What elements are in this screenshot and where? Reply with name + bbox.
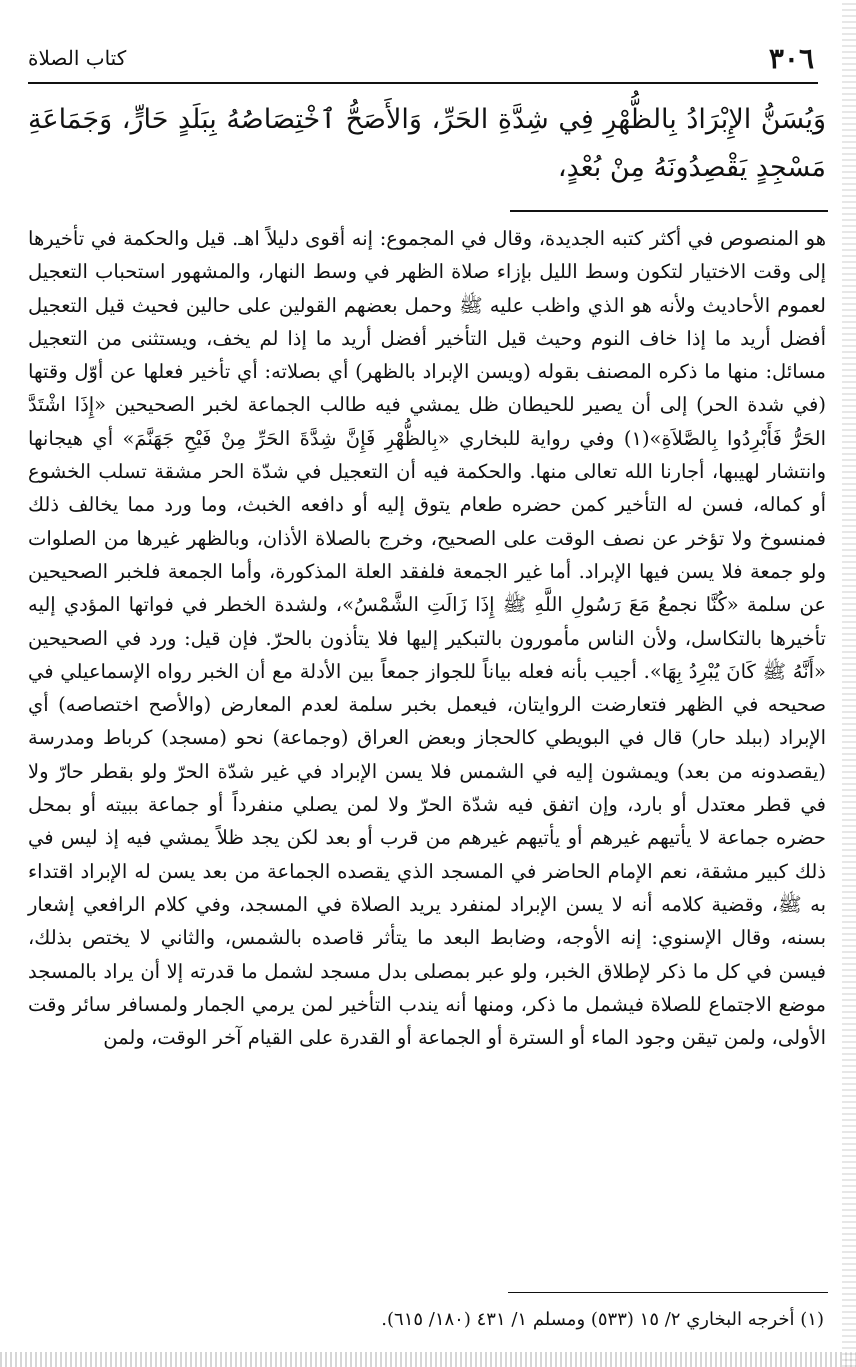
commentary-paragraph: والحكمة فيه أن التعجيل في شدّة الحر مشقة تسلب الخشوع أو كماله، فسن له التأخير كمن حضره طعام يتوق إليه أو دافعه الخبث، وما ورد مما يخالف ذلك فمنسوخ ولا تؤخر عن نصف الوقت على الصحيح، وخرج بالصلاة الأذان، وبالظهر غيرها من الصلوات ولو جمعة فلا يسن فيها الإبراد. أما غير الجمعة فلفقد العلة المذكورة، وأما الجمعة فلخبر الصحيحين عن سلمة «كُنَّا نجمعُ مَعَ رَسُولِ اللَّهِ ﷺ إِذَا زَالَتِ الشَّمْسُ»، ولشدة الخطر في فواتها المؤدي إليه تأخيرها بالتكاسل، ولأن الناس مأمورون بالتبكير إليها فلا يتأذون بالحرّ. فإن قيل: ورد في الصحيحين «أَنَّهُ ﷺ كَانَ يُبْرِدُ بِهَا». أجيب بأنه فعله بياناً للجواز جمعاً بين الأدلة مع أن الخبر رواه الإسماعيلي في صحيحه في الظهر فتعارضت الروايتان، فيعمل بخبر سلمة لعدم المعارض [28, 460, 827, 717]
footnote: (١) أخرجه البخاري ٢/ ١٥ (٥٣٣) ومسلم ١/ ٤٣١ (١٨٠/ ٦١٥). [381, 1309, 824, 1330]
header-divider [28, 82, 818, 84]
main-text: وَيُسَنُّ الإِبْرَادُ بِالظُّهْرِ فِي شِدَّةِ الحَرِّ، وَالأَصَحُّ ٱخْتِصَاصُهُ بِبَلَدٍ حَارٍّ، وَجَمَاعَةِ مَسْجِدٍ يَقْصِدُونَهُ مِنْ بُعْدٍ، [28, 104, 826, 183]
commentary-paragraph: هو المنصوص في أكثر كتبه الجديدة، وقال في المجموع: إنه أقوى دليلاً اهـ. قيل والحكمة في تأخيرها إلى وقت الاختيار لتكون وسط الليل بإزاء صلاة الظهر في وسط النهار، والمشهور استحباب التعجيل لعموم الأحاديث ولأنه هو الذي واظب عليه ﷺ وحمل بعضهم القولين على حالين فحيث قيل التعجيل أفضل أريد ما إذا خاف النوم وحيث قيل التأخير أفضل أريد ما إذا لم يخف، ويستثنى من التعجيل مسائل: منها ما ذكره المصنف بقوله (ويسن الإبراد بالظهر) أي بصلاته: أي تأخير فعلها عن أوّل وقتها (في شدة الحر) إلى أن يصير للحيطان ظل يمشي فيه طالب الجماعة لخبر الصحيحين «إِذَا اشْتَدَّ الحَرُّ فَأَبْرِدُوا بِالصَّلاَةِ»(١) وفي رواية للبخاري «بِالظُّهْرِ فَإِنَّ شِدَّةَ الحَرِّ مِنْ فَيْحِ جَهَنَّمَ» أي هيجانها وانتشار لهيبها، أجارنا الله تعالى منها. [28, 227, 827, 484]
decorative-border-bottom [0, 1352, 856, 1367]
page-number: ٣٠٦ [768, 41, 814, 75]
page-header [28, 38, 814, 78]
commentary-paragraph: (والأصح اختصاصه) أي الإبراد (ببلد حار) قال في البويطي كالحجاز وبعض العراق (وجماعة) نحو (مسجد) كرباط ومدرسة (يقصدونه من بعد) ويمشون إليه في الشمس فلا يسن الإبراد في غير شدّة الحرّ ولو بقطر حارّ ولا في قطر معتدل أو بارد، وإن اتفق فيه شدّة الحرّ ولا لمن يصلي منفرداً أو جماعة ببيته أو بمحل حضره جماعة لا يأتيهم غيرهم أو يأتيهم غيرهم من قرب أو بعد لكن يجد ظلاً يمشي فيه إذ ليس في ذلك كبير مشقة، نعم الإمام الحاضر في المسجد الذي يقصده الجماعة من بعد يسن له الإبراد اقتداء به ﷺ، وقضية كلامه أنه لا يسن الإبراد لمنفرد يريد الصلاة في المسجد، وفي كلام الرافعي إشعار بسنه، وقال الإسنوي: إنه الأوجه، وضابط البعد ما يتأثر قاصده بالشمس، والثاني لا يختص بذلك، فيسن في كل ما ذكر لإطلاق الخبر، ولو عبر بمصلى بدل مسجد لشمل ما قدرته إلا أن يراد بالمسجد موضع الاجتماع للصلاة فيشمل ما ذكر، ومنها أنه يندب التأخير لمن يرمي الجمار ولمسافر سائر وقت الأولى، ولمن تيقن وجود الماء أو السترة أو الجماعة أو القدرة على القيام آخر الوقت، ولمن [28, 693, 826, 1050]
decorative-border-right [842, 0, 856, 1367]
footnote-divider [508, 1292, 828, 1293]
running-title: كتاب الصلاة [28, 46, 127, 70]
commentary [28, 222, 826, 1054]
main-text-divider [510, 210, 828, 212]
